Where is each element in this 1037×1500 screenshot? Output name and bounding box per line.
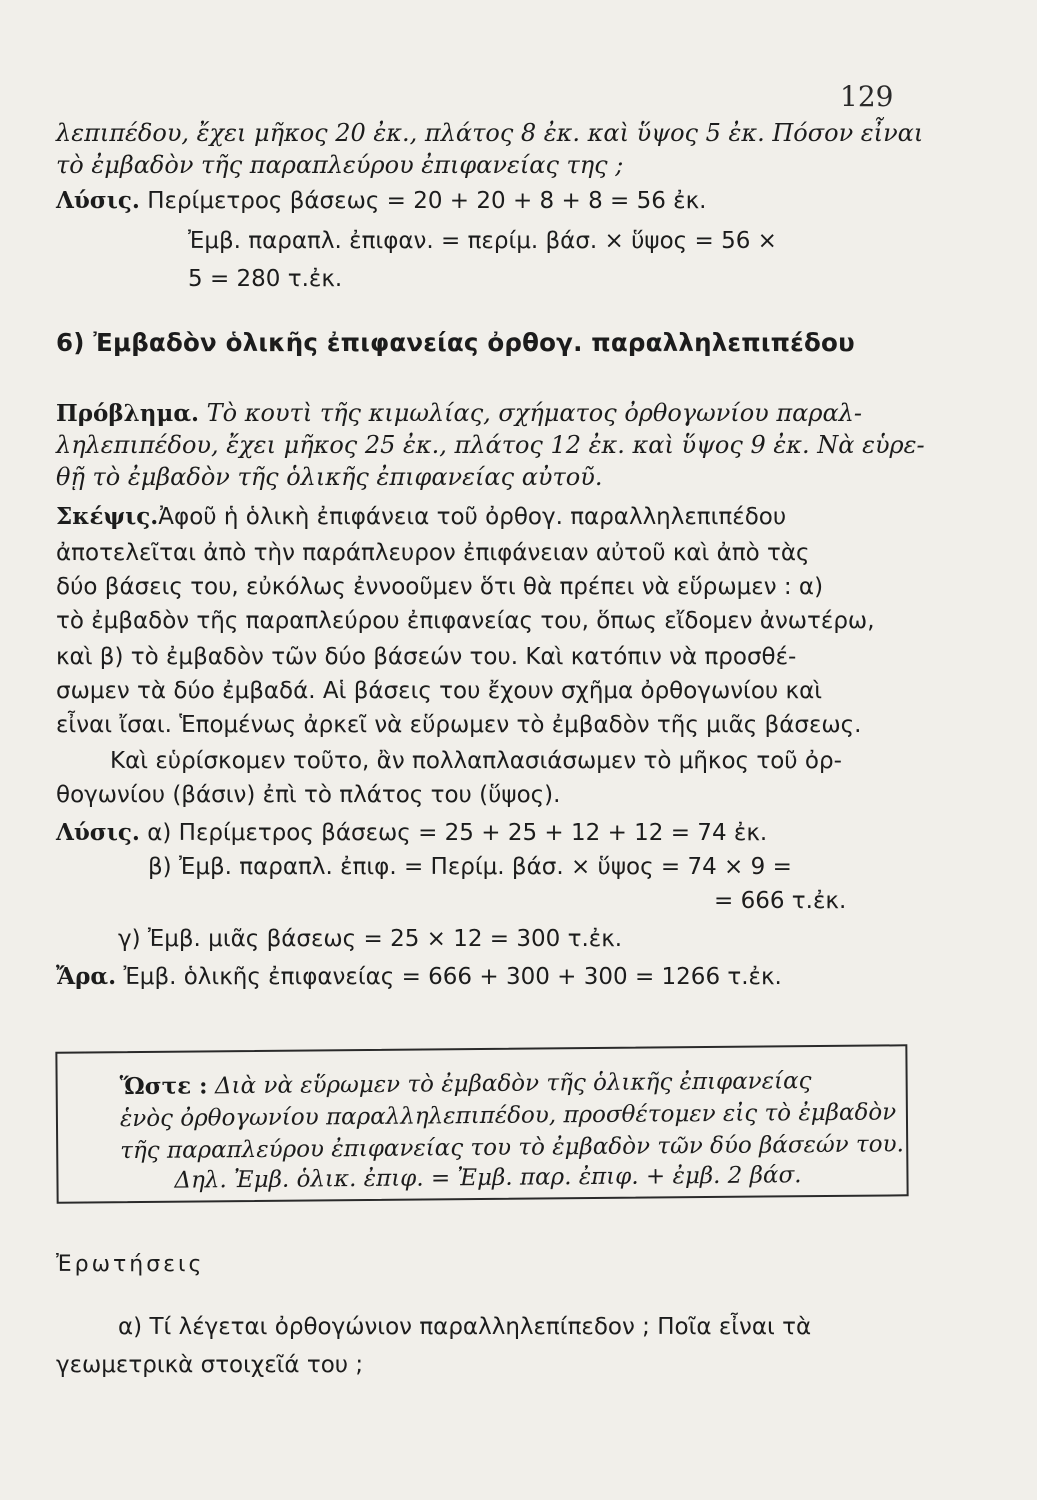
rule-label: Ὥστε : [119, 1072, 208, 1101]
question-1-line-2: γεωμετρικὰ στοιχεῖά του ; [56, 1352, 364, 1378]
intro-line-1: λεπιπέδου, ἔχει μῆκος 20 ἐκ., πλάτος 8 ἐκ. καὶ ὕψος 5 ἐκ. Πόσον εἶναι [56, 119, 924, 147]
problem-line-1 [56, 398, 862, 429]
rule-line-2: ἑνὸς ὀρθογωνίου παραλληλεπιπέδου, προσθέτομεν εἰς τὸ ἐμβαδὸν [119, 1099, 897, 1133]
solution-2-line-b2: = 666 τ.ἐκ. [714, 888, 847, 914]
thought-line-3: δύο βάσεις του, εὐκόλως ἐννοοῦμεν ὅτι θὰ πρέπει νὰ εὕρωμεν : α) [56, 574, 824, 600]
questions-title: Ἐρωτήσεις [56, 1252, 205, 1277]
thought-line-9: θογωνίου (βάσιν) ἐπὶ τὸ πλάτος του (ὕψος). [56, 782, 561, 808]
rule-text-1: Διὰ νὰ εὕρωμεν τὸ ἐμβαδὸν τῆς ὁλικῆς ἐπιφανείας [214, 1068, 812, 1100]
question-1-line-1: α) Τί λέγεται ὀρθογώνιον παραλληλεπίπεδον ; Ποῖα εἶναι τὰ [118, 1314, 812, 1340]
solution-1-label: Λύσις. [56, 187, 140, 214]
thought-line-7: εἶναι ἴσαι. Ἑπομένως ἀρκεῖ νὰ εὕρωμεν τὸ ἐμβαδὸν τῆς μιᾶς βάσεως. [56, 712, 862, 738]
solution-2-line-c: γ) Ἐμβ. μιᾶς βάσεως = 25 × 12 = 300 τ.ἐκ. [118, 926, 623, 952]
solution-1-line-3: 5 = 280 τ.ἐκ. [188, 266, 343, 292]
solution-2-line-b: β) Ἐμβ. παραπλ. ἐπιφ. = Περίμ. βάσ. × ὕψος = 74 × 9 = [148, 854, 792, 880]
thought-label: Σκέψις. [56, 503, 159, 530]
thought-line-5: καὶ β) τὸ ἐμβαδὸν τῶν δύο βάσεών του. Καὶ κατόπιν νὰ προσθέ- [56, 644, 797, 670]
rule-box [55, 1044, 908, 1203]
problem-text-1: Τὸ κουτὶ τῆς κιμωλίας, σχήματος ὀρθογωνίου παραλ- [206, 399, 862, 427]
problem-label: Πρόβλημα. [56, 400, 200, 427]
thought-line-8: Καὶ εὑρίσκομεν τοῦτο, ἂν πολλαπλασιάσωμεν τὸ μῆκος τοῦ ὀρ- [110, 748, 842, 774]
problem-line-2: ληλεπιπέδου, ἔχει μῆκος 25 ἐκ., πλάτος 12 ἐκ. καὶ ὕψος 9 ἐκ. Νὰ εὑρε- [56, 431, 925, 459]
problem-line-3: θῇ τὸ ἐμβαδὸν τῆς ὁλικῆς ἐπιφανείας αὐτοῦ. [56, 463, 603, 491]
solution-2-text-a: α) Περίμετρος βάσεως = 25 + 25 + 12 + 12 = 74 ἐκ. [147, 820, 768, 846]
intro-line-2: τὸ ἐμβαδὸν τῆς παραπλεύρου ἐπιφανείας της ; [56, 151, 624, 179]
thought-line-4: τὸ ἐμβαδὸν τῆς παραπλεύρου ἐπιφανείας του, ὅπως εἴδομεν ἀνωτέρω, [56, 608, 875, 634]
solution-1-line-1 [56, 186, 706, 216]
thought-line-2: ἀποτελεῖται ἀπὸ τὴν παράπλευρον ἐπιφάνειαν αὐτοῦ καὶ ἀπὸ τὰς [56, 540, 810, 566]
solution-2-final-text: Ἐμβ. ὁλικῆς ἐπιφανείας = 666 + 300 + 300 = 1266 τ.ἐκ. [123, 964, 782, 990]
therefore-label: Ἄρα. [56, 963, 117, 990]
solution-1-text-1: Περίμετρος βάσεως = 20 + 20 + 8 + 8 = 56 ἐκ. [147, 188, 707, 214]
thought-line-6: σωμεν τὰ δύο ἐμβαδά. Αἱ βάσεις του ἔχουν σχῆμα ὀρθογωνίου καὶ [56, 678, 823, 704]
rule-line-1 [120, 1067, 812, 1101]
thought-text-1: Ἀφοῦ ἡ ὁλικὴ ἐπιφάνεια τοῦ ὀρθογ. παραλληλεπιπέδου [158, 504, 787, 530]
solution-2-line-a [56, 818, 767, 848]
solution-2-label: Λύσις. [56, 819, 140, 846]
page-number: 129 [840, 80, 894, 113]
rule-line-3: τῆς παραπλεύρου ἐπιφανείας του τὸ ἐμβαδὸν τῶν δύο βάσεών του. [120, 1131, 904, 1165]
section-heading: 6) Ἐμβαδὸν ὁλικῆς ἐπιφανείας ὀρθογ. παραλληλεπιπέδου [56, 328, 855, 357]
thought-line-1 [56, 502, 786, 532]
solution-1-line-2: Ἐμβ. παραπλ. ἐπιφαν. = περίμ. βάσ. × ὕψος = 56 × [188, 228, 777, 254]
solution-2-final [56, 962, 782, 992]
rule-line-4: Δηλ. Ἐμβ. ὁλικ. ἐπιφ. = Ἐμβ. παρ. ἐπιφ. + ἐμβ. 2 βάσ. [174, 1162, 802, 1194]
